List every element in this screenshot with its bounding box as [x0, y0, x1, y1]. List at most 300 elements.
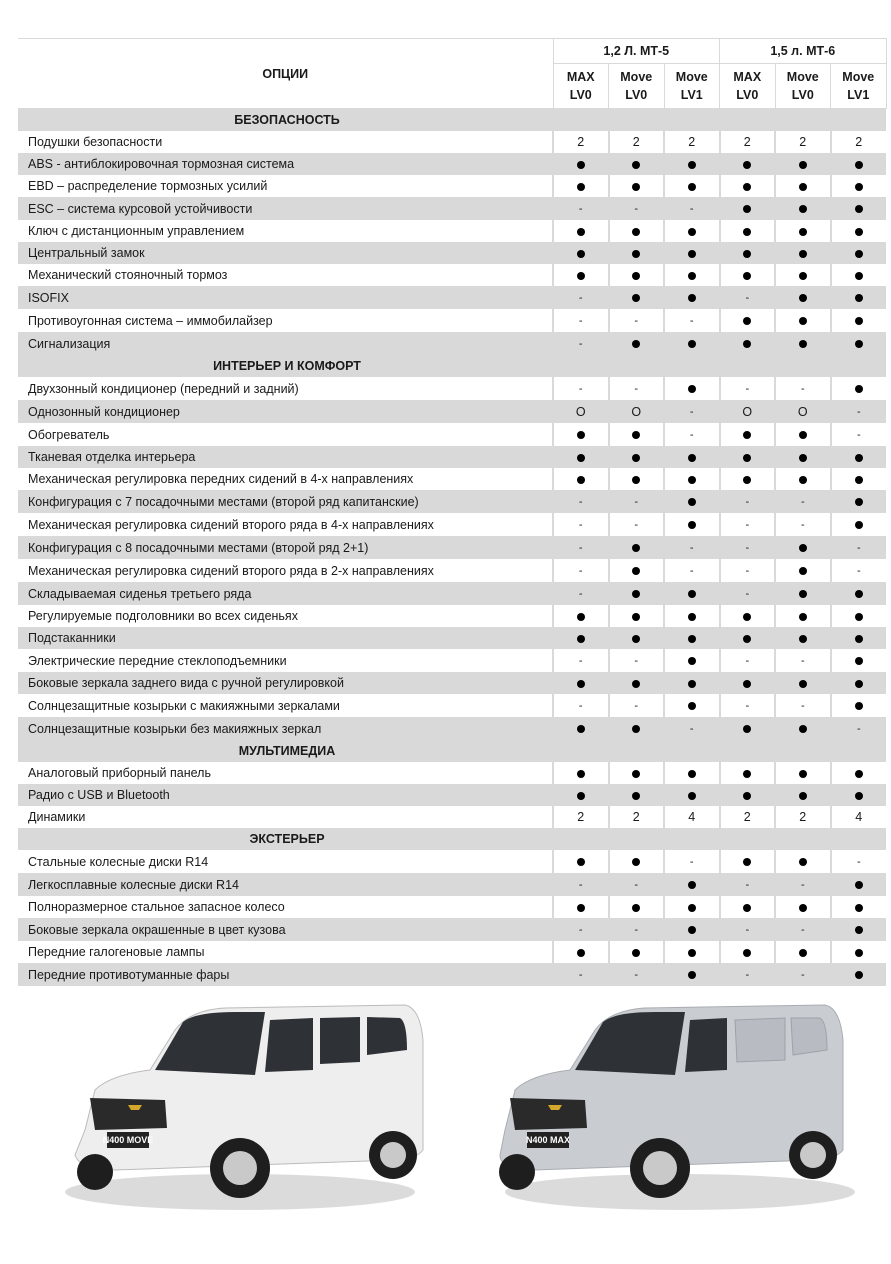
trim-name: Move — [842, 70, 875, 84]
car-image-move — [55, 980, 425, 1215]
standard-dot-icon — [799, 770, 807, 778]
not-available-cell — [553, 286, 609, 309]
standard-dot-cell — [775, 332, 831, 355]
cell-value: - — [634, 315, 639, 327]
cell-value: - — [856, 856, 861, 868]
table-row — [18, 672, 886, 694]
standard-dot-icon — [743, 272, 751, 280]
standard-dot-cell — [831, 694, 887, 717]
standard-dot-cell — [775, 153, 831, 175]
standard-dot-cell — [664, 605, 720, 627]
not-available-cell — [775, 490, 831, 513]
not-available-cell — [720, 694, 776, 717]
standard-dot-cell — [553, 762, 609, 784]
table-row — [18, 873, 886, 896]
standard-dot-cell — [831, 446, 887, 468]
standard-dot-icon — [743, 228, 751, 236]
table-row — [18, 536, 886, 559]
standard-dot-icon — [577, 680, 585, 688]
standard-dot-cell — [775, 941, 831, 963]
standard-dot-icon — [855, 949, 863, 957]
table-row — [18, 197, 886, 220]
standard-dot-icon — [577, 183, 585, 191]
not-available-cell — [664, 309, 720, 332]
standard-dot-icon — [632, 904, 640, 912]
standard-dot-cell — [720, 850, 776, 873]
standard-dot-icon — [577, 635, 585, 643]
standard-dot-cell — [831, 513, 887, 536]
standard-dot-cell — [831, 468, 887, 490]
standard-dot-cell — [775, 309, 831, 332]
value-cell — [775, 131, 831, 153]
value-cell — [831, 806, 887, 828]
table-row — [18, 694, 886, 717]
cell-value: 2 — [855, 135, 863, 149]
standard-dot-icon — [743, 949, 751, 957]
standard-dot-cell — [609, 332, 665, 355]
table-row — [18, 627, 886, 649]
cell-value: 2 — [632, 135, 640, 149]
standard-dot-icon — [688, 161, 696, 169]
standard-dot-icon — [632, 725, 640, 733]
standard-dot-cell — [609, 446, 665, 468]
cell-value: O — [742, 404, 753, 419]
value-cell — [720, 806, 776, 828]
standard-dot-icon — [632, 680, 640, 688]
trim-header — [609, 64, 665, 109]
not-available-cell — [609, 377, 665, 400]
cell-value: - — [800, 519, 805, 531]
standard-dot-cell — [831, 784, 887, 806]
cell-value: - — [578, 338, 583, 350]
cell-value: - — [856, 565, 861, 577]
standard-dot-cell — [831, 582, 887, 605]
standard-dot-icon — [688, 792, 696, 800]
standard-dot-icon — [855, 498, 863, 506]
value-cell — [553, 400, 609, 423]
not-available-cell — [553, 513, 609, 536]
standard-dot-icon — [688, 949, 696, 957]
standard-dot-icon — [799, 454, 807, 462]
standard-dot-cell — [831, 649, 887, 672]
standard-dot-cell — [775, 264, 831, 286]
cell-value: - — [745, 588, 750, 600]
table-row — [18, 762, 886, 784]
standard-dot-cell — [609, 784, 665, 806]
standard-dot-icon — [855, 904, 863, 912]
standard-dot-cell — [664, 672, 720, 694]
cell-value: - — [578, 924, 583, 936]
value-cell — [720, 400, 776, 423]
feature-label: Противоугонная система – иммобилайзер — [18, 309, 553, 332]
standard-dot-cell — [831, 605, 887, 627]
standard-dot-cell — [831, 264, 887, 286]
standard-dot-icon — [855, 228, 863, 236]
standard-dot-cell — [775, 468, 831, 490]
standard-dot-icon — [743, 680, 751, 688]
feature-label: Аналоговый приборный панель — [18, 762, 553, 784]
standard-dot-icon — [855, 205, 863, 213]
standard-dot-icon — [688, 476, 696, 484]
feature-label: Однозонный кондиционер — [18, 400, 553, 423]
feature-label: Регулируемые подголовники во всех сиденьях — [18, 605, 553, 627]
not-available-cell — [609, 918, 665, 941]
standard-dot-icon — [688, 228, 696, 236]
not-available-cell — [775, 694, 831, 717]
feature-label: ESC – система курсовой устойчивости — [18, 197, 553, 220]
cell-value: - — [634, 203, 639, 215]
table-row — [18, 423, 886, 446]
engine-header-row — [18, 39, 886, 64]
standard-dot-cell — [609, 559, 665, 582]
standard-dot-icon — [855, 183, 863, 191]
feature-label: Обогреватель — [18, 423, 553, 446]
cell-value: - — [800, 969, 805, 981]
table-row — [18, 332, 886, 355]
standard-dot-cell — [720, 446, 776, 468]
cell-value: 4 — [855, 810, 863, 824]
cell-value: - — [856, 723, 861, 735]
standard-dot-icon — [799, 431, 807, 439]
standard-dot-cell — [775, 197, 831, 220]
standard-dot-icon — [799, 294, 807, 302]
standard-dot-cell — [553, 468, 609, 490]
not-available-cell — [553, 559, 609, 582]
standard-dot-icon — [688, 904, 696, 912]
standard-dot-icon — [855, 385, 863, 393]
standard-dot-icon — [632, 858, 640, 866]
value-cell — [609, 400, 665, 423]
feature-label: Полноразмерное стальное запасное колесо — [18, 896, 553, 918]
standard-dot-cell — [664, 694, 720, 717]
standard-dot-cell — [720, 468, 776, 490]
feature-label: Легкосплавные колесные диски R14 — [18, 873, 553, 896]
feature-label: Складываемая сиденья третьего ряда — [18, 582, 553, 605]
standard-dot-cell — [775, 423, 831, 446]
trim-level: LV0 — [736, 88, 759, 102]
not-available-cell — [720, 536, 776, 559]
value-cell — [609, 131, 665, 153]
cell-value: - — [634, 655, 639, 667]
standard-dot-icon — [688, 272, 696, 280]
standard-dot-icon — [855, 613, 863, 621]
standard-dot-cell — [720, 220, 776, 242]
cell-value: - — [689, 406, 694, 418]
trim-header — [831, 64, 887, 109]
table-row — [18, 446, 886, 468]
standard-dot-cell — [720, 332, 776, 355]
standard-dot-icon — [577, 613, 585, 621]
cell-value: - — [578, 700, 583, 712]
cell-value: - — [689, 723, 694, 735]
not-available-cell — [553, 918, 609, 941]
standard-dot-cell — [775, 559, 831, 582]
standard-dot-cell — [609, 536, 665, 559]
feature-label: Стальные колесные диски R14 — [18, 850, 553, 873]
standard-dot-cell — [664, 627, 720, 649]
trim-level: LV0 — [791, 88, 814, 102]
standard-dot-icon — [632, 770, 640, 778]
standard-dot-icon — [743, 792, 751, 800]
feature-label: Тканевая отделка интерьера — [18, 446, 553, 468]
feature-label: Механический стояночный тормоз — [18, 264, 553, 286]
section-header-row — [18, 740, 886, 762]
not-available-cell — [664, 559, 720, 582]
trim-level: LV0 — [569, 88, 592, 102]
standard-dot-cell — [720, 605, 776, 627]
trim-level: LV1 — [847, 88, 870, 102]
standard-dot-icon — [577, 272, 585, 280]
standard-dot-cell — [775, 850, 831, 873]
standard-dot-cell — [609, 264, 665, 286]
standard-dot-icon — [688, 250, 696, 258]
section-header-row — [18, 109, 886, 132]
cell-value: - — [745, 519, 750, 531]
standard-dot-icon — [688, 657, 696, 665]
standard-dot-icon — [632, 635, 640, 643]
standard-dot-icon — [799, 272, 807, 280]
options-header: ОПЦИИ — [18, 39, 553, 109]
standard-dot-icon — [688, 881, 696, 889]
not-available-cell — [664, 400, 720, 423]
standard-dot-cell — [720, 896, 776, 918]
trim-header — [664, 64, 720, 109]
cell-value: - — [689, 565, 694, 577]
equipment-table — [18, 38, 887, 986]
cell-value: - — [689, 542, 694, 554]
not-available-cell — [664, 423, 720, 446]
standard-dot-icon — [688, 613, 696, 621]
standard-dot-icon — [632, 340, 640, 348]
standard-dot-cell — [609, 762, 665, 784]
standard-dot-cell — [553, 605, 609, 627]
standard-dot-icon — [855, 680, 863, 688]
feature-label: Динамики — [18, 806, 553, 828]
table-row — [18, 941, 886, 963]
table-row — [18, 400, 886, 423]
standard-dot-cell — [775, 582, 831, 605]
not-available-cell — [775, 649, 831, 672]
standard-dot-cell — [664, 873, 720, 896]
standard-dot-cell — [553, 175, 609, 197]
standard-dot-cell — [831, 197, 887, 220]
cell-value: 2 — [577, 135, 585, 149]
cell-value: - — [578, 565, 583, 577]
standard-dot-icon — [688, 521, 696, 529]
standard-dot-icon — [632, 476, 640, 484]
feature-label: Солнцезащитные козырьки с макияжными зеркалами — [18, 694, 553, 717]
standard-dot-icon — [632, 161, 640, 169]
not-available-cell — [609, 490, 665, 513]
not-available-cell — [831, 850, 887, 873]
cell-value: - — [745, 969, 750, 981]
feature-label: Конфигурация с 7 посадочными местами (второй ряд капитанские) — [18, 490, 553, 513]
standard-dot-cell — [831, 242, 887, 264]
cell-value: - — [745, 292, 750, 304]
cell-value: - — [689, 203, 694, 215]
feature-label: Сигнализация — [18, 332, 553, 355]
feature-label: Двухзонный кондиционер (передний и задний) — [18, 377, 553, 400]
not-available-cell — [720, 873, 776, 896]
section-title: ИНТЕРЬЕР И КОМФОРТ — [18, 355, 886, 377]
standard-dot-cell — [720, 175, 776, 197]
feature-label: Механическая регулировка сидений второго ряда в 2-х направлениях — [18, 559, 553, 582]
cell-value: 2 — [688, 135, 696, 149]
standard-dot-icon — [743, 476, 751, 484]
standard-dot-icon — [577, 228, 585, 236]
feature-label: EBD – распределение тормозных усилий — [18, 175, 553, 197]
standard-dot-icon — [743, 161, 751, 169]
standard-dot-cell — [775, 286, 831, 309]
plate-text-max: N400 MAX — [525, 1135, 571, 1145]
standard-dot-cell — [553, 784, 609, 806]
standard-dot-icon — [855, 476, 863, 484]
cell-value: - — [745, 542, 750, 554]
value-cell — [664, 806, 720, 828]
cell-value: - — [634, 969, 639, 981]
car-images — [0, 980, 891, 1240]
plate-text-move: N400 MOVE — [102, 1135, 154, 1145]
standard-dot-cell — [775, 220, 831, 242]
table-row — [18, 649, 886, 672]
trim-name: Move — [620, 70, 653, 84]
feature-label: Передние галогеновые лампы — [18, 941, 553, 963]
standard-dot-cell — [831, 941, 887, 963]
standard-dot-cell — [664, 762, 720, 784]
standard-dot-cell — [553, 672, 609, 694]
standard-dot-icon — [577, 770, 585, 778]
standard-dot-cell — [720, 309, 776, 332]
standard-dot-cell — [775, 672, 831, 694]
standard-dot-icon — [688, 702, 696, 710]
table-row — [18, 582, 886, 605]
standard-dot-cell — [720, 423, 776, 446]
cell-value: - — [578, 542, 583, 554]
trim-name: MAX — [733, 70, 762, 84]
standard-dot-icon — [799, 228, 807, 236]
not-available-cell — [609, 197, 665, 220]
not-available-cell — [831, 717, 887, 740]
standard-dot-icon — [799, 590, 807, 598]
standard-dot-icon — [855, 881, 863, 889]
standard-dot-cell — [664, 377, 720, 400]
cell-value: - — [689, 315, 694, 327]
cell-value: O — [631, 404, 642, 419]
standard-dot-icon — [855, 792, 863, 800]
table-row — [18, 175, 886, 197]
not-available-cell — [720, 649, 776, 672]
standard-dot-cell — [720, 941, 776, 963]
cell-value: 2 — [577, 810, 585, 824]
standard-dot-cell — [720, 197, 776, 220]
feature-label: Боковые зеркала заднего вида с ручной регулировкой — [18, 672, 553, 694]
standard-dot-cell — [609, 468, 665, 490]
standard-dot-cell — [831, 153, 887, 175]
not-available-cell — [553, 332, 609, 355]
cell-value: - — [745, 700, 750, 712]
standard-dot-icon — [632, 613, 640, 621]
standard-dot-cell — [775, 784, 831, 806]
standard-dot-icon — [577, 161, 585, 169]
standard-dot-cell — [553, 220, 609, 242]
standard-dot-icon — [855, 657, 863, 665]
standard-dot-cell — [831, 762, 887, 784]
table-row — [18, 490, 886, 513]
standard-dot-icon — [743, 904, 751, 912]
standard-dot-cell — [664, 242, 720, 264]
standard-dot-cell — [831, 918, 887, 941]
standard-dot-cell — [553, 717, 609, 740]
standard-dot-icon — [743, 725, 751, 733]
standard-dot-cell — [664, 513, 720, 536]
cell-value: - — [578, 879, 583, 891]
standard-dot-icon — [855, 454, 863, 462]
value-cell — [831, 131, 887, 153]
cell-value: - — [800, 383, 805, 395]
cell-value: - — [634, 700, 639, 712]
standard-dot-icon — [743, 613, 751, 621]
cell-value: - — [578, 519, 583, 531]
standard-dot-icon — [632, 949, 640, 957]
value-cell — [775, 400, 831, 423]
standard-dot-icon — [577, 904, 585, 912]
not-available-cell — [831, 559, 887, 582]
standard-dot-cell — [553, 627, 609, 649]
standard-dot-icon — [577, 792, 585, 800]
not-available-cell — [831, 400, 887, 423]
standard-dot-icon — [688, 183, 696, 191]
standard-dot-cell — [831, 627, 887, 649]
feature-label: Подушки безопасности — [18, 131, 553, 153]
standard-dot-icon — [855, 272, 863, 280]
cell-value: - — [800, 496, 805, 508]
cell-value: - — [856, 542, 861, 554]
standard-dot-cell — [664, 468, 720, 490]
standard-dot-cell — [775, 627, 831, 649]
not-available-cell — [664, 197, 720, 220]
standard-dot-icon — [632, 590, 640, 598]
table-row — [18, 286, 886, 309]
table-row — [18, 605, 886, 627]
standard-dot-icon — [743, 250, 751, 258]
trim-name: Move — [675, 70, 708, 84]
standard-dot-icon — [855, 635, 863, 643]
not-available-cell — [664, 717, 720, 740]
feature-label: ISOFIX — [18, 286, 553, 309]
standard-dot-icon — [688, 680, 696, 688]
not-available-cell — [609, 694, 665, 717]
trim-level: LV1 — [680, 88, 703, 102]
standard-dot-cell — [720, 784, 776, 806]
table-row — [18, 309, 886, 332]
standard-dot-icon — [688, 971, 696, 979]
standard-dot-icon — [799, 476, 807, 484]
standard-dot-icon — [743, 454, 751, 462]
cell-value: - — [745, 383, 750, 395]
standard-dot-cell — [664, 264, 720, 286]
cell-value: - — [634, 924, 639, 936]
standard-dot-icon — [577, 431, 585, 439]
standard-dot-cell — [831, 220, 887, 242]
standard-dot-cell — [553, 446, 609, 468]
cell-value: - — [578, 203, 583, 215]
cell-value: 4 — [688, 810, 696, 824]
standard-dot-cell — [609, 582, 665, 605]
cell-value: - — [745, 879, 750, 891]
table-row — [18, 806, 886, 828]
standard-dot-cell — [664, 175, 720, 197]
not-available-cell — [553, 309, 609, 332]
